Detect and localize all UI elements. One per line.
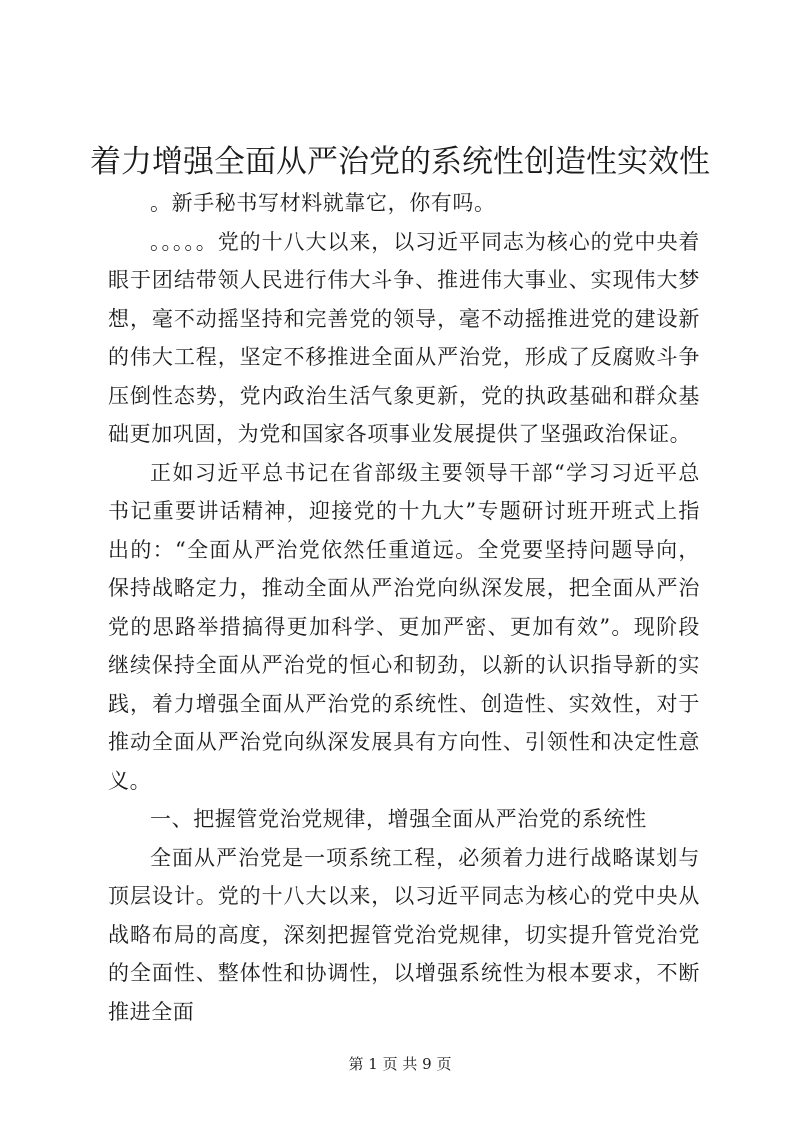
intro-paragraph: 。新手秘书写材料就靠它，你有吗。 [150,191,496,215]
page-number-footer: 第 1 页 共 9 页 [348,1055,452,1073]
body-paragraph-2: 正如习近平总书记在省部级主要领导干部“学习习近平总书记重要讲话精神，迎接党的十九大”专题研讨班开班式上指出的：“全面从严治党依然任重道远。全党要坚持问题导向，保持战略定力，推动全面从严治党向纵深发展，把全面从严治党的思路举措搞得更加科学、更加严密、更加有效”。现阶段继续保持全面从严治党的恒心和韧劲，以新的认识指导新的实践，着力增强全面从严治党的系统性、创造性、实效性，对于推动全面从严治党向纵深发展具有方向性、引领性和决定性意义。 [108,460,700,793]
body-paragraph-1: 。。。。。党的十八大以来，以习近平同志为核心的党中央着眼于团结带领人民进行伟大斗争、推进伟大事业、实现伟大梦想，毫不动摇坚持和完善党的领导，毫不动摇推进党的建设新的伟大工程，坚定不移推进全面从严治党，形成了反腐败斗争压倒性态势，党内政治生活气象更新，党的执政基础和群众基础更加巩固，为党和国家各项事业发展提供了坚强政治保证。 [108,229,700,446]
document-body [108,184,700,1031]
section-heading-1: 一、把握管党治党规律，增强全面从严治党的系统性 [150,807,647,831]
body-paragraph-3: 全面从严治党是一项系统工程，必须着力进行战略谋划与顶层设计。党的十八大以来，以习近平同志为核心的党中央从战略布局的高度，深刻把握管党治党规律，切实提升管党治党的全面性、整体性和协调性，以增强系统性为根本要求，不断推进全面 [108,845,700,1024]
document-title: 着力增强全面从严治党的系统性创造性实效性 [90,144,710,180]
